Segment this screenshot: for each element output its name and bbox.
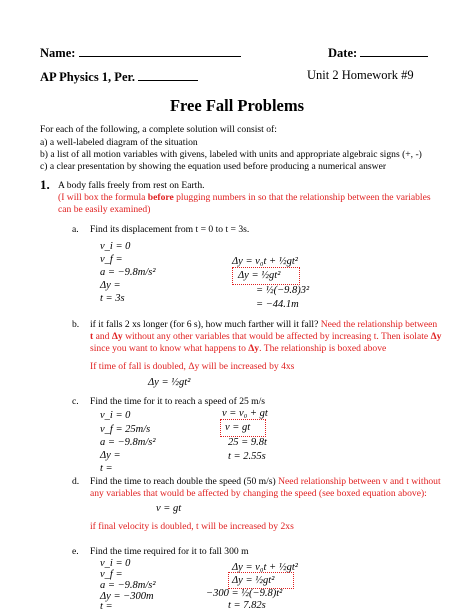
part-c-given-a: a = −9.8m/s² <box>100 437 156 448</box>
hint-pre: since you want to know what happens to <box>90 343 249 354</box>
name-blank[interactable] <box>79 44 241 57</box>
intro-a: a) a well-labeled diagram of the situation <box>40 137 198 148</box>
intro-line: For each of the following, a complete solution will consist of: <box>40 124 277 135</box>
part-d-conclusion: if final velocity is doubled, t will be increased by 2xs <box>90 521 294 532</box>
part-d-question-line <box>90 476 441 487</box>
part-a-given-a: a = −9.8m/s² <box>100 267 156 278</box>
hint-and: and <box>93 331 112 342</box>
class-line <box>40 68 198 85</box>
part-a-given-vf: v_f = <box>100 254 123 265</box>
part-a-question: Find its displacement from t = 0 to t = 3s. <box>90 224 250 235</box>
date-label: Date: <box>328 46 358 60</box>
name-line <box>40 44 241 61</box>
part-c-given-t: t = <box>100 463 113 474</box>
intro-b: b) a list of all motion variables with givens, labeled with units and appropriate algebraic signs (+, -) <box>40 149 422 160</box>
part-d-hint-2: any variables that would be affected by changing the speed (see boxed equation above): <box>90 488 427 499</box>
problem-note-line2: can be easily examined) <box>58 204 151 215</box>
part-d-question: Find the time to reach double the speed (50 m/s) <box>90 476 276 487</box>
part-d-hint-1: Need relationship between v and t without <box>278 476 441 487</box>
problem-number: 1. <box>40 177 50 192</box>
hint-rest: without any other variables that would be affected by increasing t. Then isolate <box>122 331 431 342</box>
part-e-formula-box <box>228 572 294 589</box>
part-c-work-3: 25 = 9.8t <box>228 437 267 448</box>
part-c-given-dy: Δy = <box>100 450 121 461</box>
hint-t: t <box>90 331 94 342</box>
part-c-work-2: v = gt <box>225 422 251 433</box>
part-c-work-4: t = 2.55s <box>228 451 266 462</box>
part-b-label: b. <box>72 319 80 330</box>
note-bold: before <box>147 192 174 203</box>
part-c-work-1: v = v₀ + gt <box>222 408 268 419</box>
part-b-question: if it falls 2 xs longer (for 6 s), how much farther will it fall? <box>90 319 319 330</box>
unit-label: Unit 2 Homework #9 <box>307 68 414 82</box>
part-a-work-3: = ½(−9.8)3² <box>256 285 310 296</box>
part-b-conclusion: If time of fall is doubled, Δy will be increased by 4xs <box>90 361 295 372</box>
part-c-given-vi: v_i = 0 <box>100 410 131 421</box>
part-a-label: a. <box>72 224 79 235</box>
part-a-given-t: t = 3s <box>100 293 125 304</box>
part-c-formula-box <box>220 419 266 437</box>
part-e-given-vi: v_i = 0 <box>100 558 131 569</box>
intro-c: c) a clear presentation by showing the equation used before producing a numerical answer <box>40 161 387 172</box>
part-c-given-vf: v_f = 25m/s <box>100 424 151 435</box>
period-blank[interactable] <box>138 68 198 81</box>
date-blank[interactable] <box>360 44 428 57</box>
part-c-question: Find the time for it to reach a speed of 25 m/s <box>90 396 266 407</box>
page-title: Free Fall Problems <box>169 96 305 115</box>
part-a-given-vi: v_i = 0 <box>100 241 131 252</box>
part-b-equation: Δy = ½gt² <box>148 377 191 388</box>
part-e-given-dy: Δy = −300m <box>100 591 154 602</box>
part-a-formula-box <box>232 267 300 285</box>
part-a-given-dy: Δy = <box>100 280 121 291</box>
note-text-2: plugging numbers in so that the relationship between the variables <box>173 192 431 203</box>
part-e-question: Find the time required for it to fall 300 m <box>90 546 249 557</box>
name-label: Name: <box>40 46 76 60</box>
part-b-question-line <box>90 319 437 330</box>
hint-dy: Δy <box>111 331 123 342</box>
part-a-work-2: Δy = ½gt² <box>238 270 281 281</box>
hint-post: . The relationship is boxed above <box>259 343 387 354</box>
part-a-work-1: Δy = v₀t + ½gt² <box>232 256 298 267</box>
part-e-given-vf: v_f = <box>100 569 123 580</box>
part-d-label: d. <box>72 476 80 487</box>
hint-dy-2: Δy <box>430 331 442 342</box>
part-e-given-t: t = <box>100 601 113 612</box>
part-c-label: c. <box>72 396 79 407</box>
problem-statement: A body falls freely from rest on Earth. <box>58 180 205 191</box>
note-text-1: (I will box the formula <box>58 192 148 203</box>
part-e-given-a: a = −9.8m/s² <box>100 580 156 591</box>
class-label: AP Physics 1, Per. <box>40 70 136 84</box>
part-e-work-2: Δy = ½gt² <box>232 575 275 586</box>
hint-dy-3: Δy <box>248 343 260 354</box>
part-e-work-1: Δy = v₀t + ½gt² <box>232 562 298 573</box>
part-d-equation: v = gt <box>156 503 182 514</box>
part-b-hint-1: Need the relationship between <box>320 319 438 330</box>
date-line <box>328 44 428 61</box>
part-b-hint-line2 <box>90 331 441 342</box>
part-e-work-4: t = 7.82s <box>228 600 266 611</box>
part-e-label: e. <box>72 546 79 557</box>
part-a-work-4: = −44.1m <box>256 299 299 310</box>
part-e-work-3: −300 = ½(−9.8)t² <box>206 588 283 599</box>
problem-note <box>58 192 431 203</box>
part-b-hint-line3 <box>90 343 386 354</box>
